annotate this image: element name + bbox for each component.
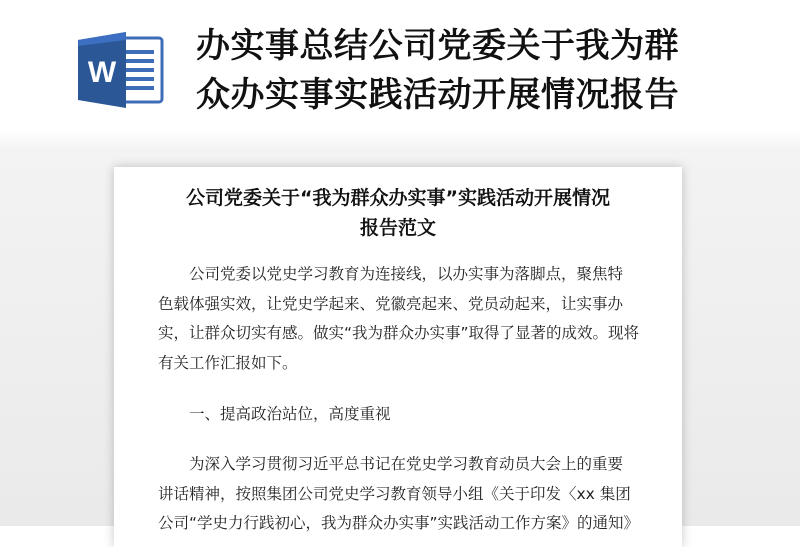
paragraph-line: 公司“学史力行践初心，我为群众办实事”实践活动工作方案》的通知》 [158,514,640,532]
paragraph-line: 有关工作汇报如下。 [158,353,298,372]
banner-title-line: 办实事总结公司党委关于我为群 [196,26,679,66]
paragraph-line: 讲话精神，按照集团公司党史学习教育领导小组《关于印发〈xx 集团 [158,484,631,503]
document-title [114,183,682,243]
banner-title [196,22,786,120]
section-heading: 一、提高政治站位，高度重视 [189,405,391,423]
document-page [114,167,682,547]
body-paragraph [158,450,648,539]
word-document-icon [76,30,166,110]
paragraph-line: 为深入学习贯彻习近平总书记在党史学习教育动员大会上的重要 [189,455,624,473]
paragraph-line: 色载体强实效，让党史学起来、党徽亮起来、党员动起来，让实事办 [158,294,624,313]
intro-paragraph [158,260,648,378]
banner-title-line: 众办实事实践活动开展情况报告 [196,75,679,115]
svg-text:W: W [87,56,117,89]
paragraph-line: 公司党委以党史学习教育为连接线，以办实事为落脚点，聚焦特 [189,265,624,283]
document-title-line: 报告范文 [359,217,436,239]
document-title-line: 公司党委关于“我为群众办实事”实践活动开展情况 [186,187,610,209]
header-banner [0,0,800,135]
paragraph-line: 实，让群众切实有感。做实“我为群众办实事”取得了显著的成效。现将 [158,324,640,342]
